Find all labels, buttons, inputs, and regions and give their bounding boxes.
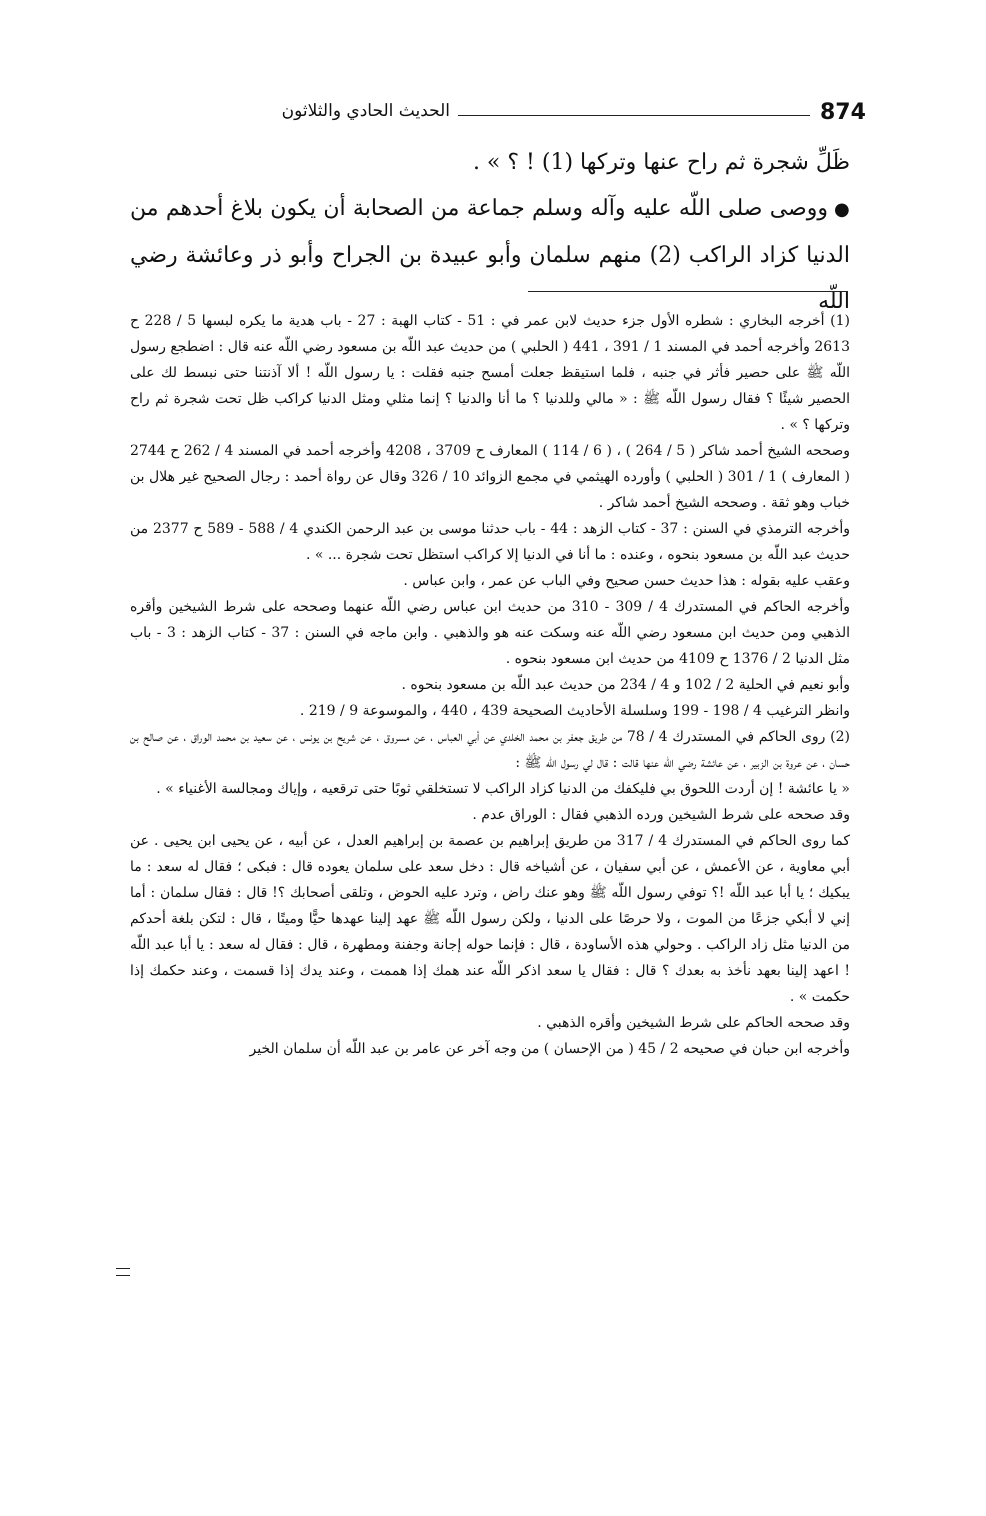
main-paragraph-text: ووصى صلى اللّه عليه وآله وسلم جماعة من الصحابة أن يكون بلاغ أحدهم من الدنيا كزاد الراكب (2) منهم سلمان وأبو عبيدة بن الجراح وأبو ذر وعائشة رضي اللّه <box>130 196 850 314</box>
bullet-icon: ● <box>833 199 850 220</box>
continuation-mark <box>116 1268 130 1276</box>
footnote-paragraph: وأخرجه الحاكم في المستدرك 4 / 309 - 310 من حديث ابن عباس رضي اللّه عنهما وصححه على شرط الشيخين وأقره الذهبي ومن حديث ابن مسعود رضي اللّه عنه وسكت عنه هو والذهبي . وابن ماجه في السنن : 37 - كتاب الزهد : 3 - باب مثل الدنيا 2 / 1376 ح 4109 من حديث ابن مسعود بنحوه . <box>130 599 850 667</box>
footnote-paragraph: وقد صححه الحاكم على شرط الشيخين وأقره الذهبي . <box>537 1015 850 1031</box>
footnote-paragraph: « يا عائشة ! إن أردت اللحوق بي فليكفك من الدنيا كزاد الراكب لا تستخلقي ثوبًا حتى ترقعيه ، وإياك ومجالسة الأغنياء » . <box>156 781 850 797</box>
header-rule <box>458 115 810 116</box>
footnote-paragraph: وصححه الشيخ أحمد شاكر ( 5 / 264 ) ، ( 6 / 114 ) المعارف ح 3709 ، 4208 وأخرجه أحمد في المسند 4 / 262 ح 2744 ( المعارف ) 1 / 301 ( الحلبي ) وأورده الهيثمي في مجمع الزوائد 10 / 326 وقال عن رواة أحمد : رجال الصحيح غير هلال بن خباب وهو ثقة . وصححه الشيخ أحمد شاكر . <box>130 443 851 511</box>
footnote-1: (1) أخرجه البخاري : شطره الأول جزء حديث لابن عمر في : 51 - كتاب الهبة : 27 - باب هدية ما يكره لبسها 5 / 228 ح 2613 وأخرجه أحمد في المسند 1 / 391 ، 441 ( الحلبي ) من حديث عبد اللّه بن مسعود رضي اللّه عنه قال : اضطجع رسول اللّه ﷺ على حصير فأثر في جنبه ، فلما استيقظ جعلت أمسح جنبه فقلت : يا رسول اللّه ! ألا آذنتنا حتى نبسط لك على الحصير شيئًا ؟ فقال رسول اللّه ﷺ : « مالي وللدنيا ؟ ما أنا والدنيا ؟ إنما مثلي ومثل الدنيا كراكب ظل تحت شجرة ثم راح وتركها ؟ » . <box>129 313 850 433</box>
main-text <box>130 140 850 325</box>
chapter-title: الحديث الحادي والثلاثون <box>281 101 450 121</box>
footnote-separator <box>528 291 848 292</box>
footnote-paragraph: وأخرجه ابن حبان في صحيحه 2 / 45 ( من الإحسان ) من وجه آخر عن عامر بن عبد اللّه أن سلمان الخير <box>249 1041 850 1057</box>
footnote-paragraph: وأبو نعيم في الحلية 2 / 102 و 4 / 234 من حديث عبد اللّه بن مسعود بنحوه . <box>401 677 850 693</box>
page-header <box>130 98 866 132</box>
footnote-paragraph: وعقب عليه بقوله : هذا حديث حسن صحيح وفي الباب عن عمر ، وابن عباس . <box>403 573 850 589</box>
page-number: 874 <box>820 100 866 125</box>
footnote-paragraph: كما روى الحاكم في المستدرك 4 / 317 من طريق إبراهيم بن عصمة بن إبراهيم العدل ، عن أبيه ، عن يحيى ابن يحيى . عن أبي معاوية ، عن الأعمش ، عن أبي سفيان ، عن أشياخه قال : دخل سعد على سلمان يعوده قال : فبكى ؛ فقال له سعد : ما يبكيك ؛ يا أبا عبد اللّه !؟ توفي رسول اللّه ﷺ وهو عنك راض ، وترد عليه الحوض ، وتلقى أصحابك ؟! قال : فقال سلمان : أما إني لا أبكي جزعًا من الموت ، ولا حرصًا على الدنيا ، ولكن رسول اللّه ﷺ عهد إلينا عهدها حيًّا وميتًا ، قال : لتكن بلغة أحدكم من الدنيا مثل زاد الراكب . وحولي هذه الأساودة ، قال : فإنما حوله إجانة وجفنة ومطهرة ، قال : فقال له سعد : يا أبا عبد اللّه ! اعهد إلينا بعهد نأخذ به بعدك ؟ قال : فقال يا سعد اذكر اللّه عند همك إذا هممت ، وعند يدك إذا قسمت ، وعند حكمك إذا حكمت » . <box>130 833 850 1005</box>
main-paragraph <box>130 186 850 325</box>
main-line-1: ظَلِّ شجرة ثم راح عنها وتركها (1) ! ؟ » . <box>472 150 850 175</box>
footnote-2: (2) روى الحاكم في المستدرك 4 / 78 من طريق جعفر بن محمد الخلدي عن أبي العباس ، عن مسروق ، عن شريح بن يونس ، عن سعيد بن محمد الوراق ، عن صالح بن حسان ، عن عروة بن الزبير ، عن عائشة رضي اللّه عنها قالت : قال لي رسول اللّه ﷺ : <box>130 729 850 771</box>
footnote-paragraph: وانظر الترغيب 4 / 198 - 199 وسلسلة الأحاديث الصحيحة 439 ، 440 ، والموسوعة 9 / 219 . <box>299 703 850 719</box>
footnote-paragraph: وقد صححه على شرط الشيخين ورده الذهبي فقال : الوراق عدم . <box>472 807 850 823</box>
footnotes <box>130 308 850 1062</box>
footnote-paragraph: وأخرجه الترمذي في السنن : 37 - كتاب الزهد : 44 - باب حدثنا موسى بن عبد الرحمن الكندي 4 / 588 - 589 ح 2377 من حديث عبد اللّه بن مسعود بنحوه ، وعنده : ما أنا في الدنيا إلا كراكب استظل تحت شجرة ... » . <box>130 521 851 563</box>
